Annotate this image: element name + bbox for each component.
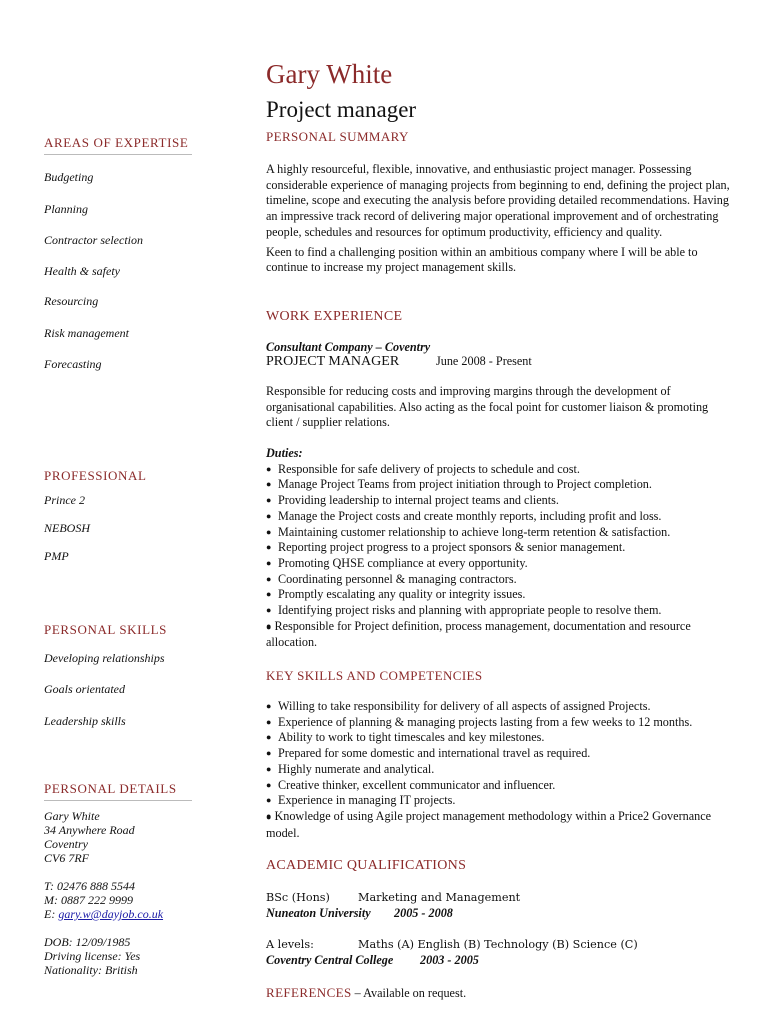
key-skill-text: Knowledge of using Agile project management methodology within a Price2 Governance model.: [266, 808, 712, 840]
address-block: [44, 809, 244, 865]
college-row: [266, 953, 736, 969]
duties-section: [266, 446, 736, 651]
key-skill-item: ● Experience of planning & managing projects lasting from a few weeks to 12 months.: [266, 715, 736, 731]
professional-item: NEBOSH: [44, 521, 90, 535]
key-skills-section: [266, 699, 736, 841]
key-skill-item: ● Experience in managing IT projects.: [266, 793, 736, 809]
duty-item: ● Responsible for safe delivery of projects to schedule and cost.: [266, 462, 736, 478]
college: Coventry Central College: [266, 953, 394, 967]
position-description: Responsible for reducing costs and improving margins through the development of organisational capabilities. Also acting as the focal point for customer liaison & promoting client / supplier relations.: [266, 384, 709, 430]
phone: T: 02476 888 5544: [44, 879, 136, 893]
divider: [44, 154, 192, 155]
university-dates: 2005 - 2008: [394, 906, 453, 920]
work-heading: WORK EXPERIENCE: [266, 309, 403, 324]
duty-item: ● Providing leadership to internal project teams and clients.: [266, 493, 736, 509]
candidate-name: Gary White: [266, 59, 393, 89]
duties-list: [266, 462, 736, 651]
university-row: [266, 906, 736, 922]
personal-info-block: [44, 935, 244, 977]
references-row: [266, 985, 736, 1002]
position-dates: June 2008 - Present: [436, 354, 532, 368]
address-line: Coventry: [44, 837, 88, 851]
summary-section: [266, 162, 736, 276]
key-skill-item: ● Creative thinker, excellent communicator and influencer.: [266, 778, 736, 794]
expertise-item: Contractor selection: [44, 233, 143, 247]
driving-license: Driving license: Yes: [44, 949, 141, 963]
dob: DOB: 12/09/1985: [44, 935, 131, 949]
position-row: [266, 354, 736, 370]
degree-subject: Marketing and Management: [358, 891, 521, 904]
duty-item: [266, 619, 736, 651]
summary-paragraph: Keen to find a challenging position within an ambitious company where I will be able to continue to increase my project management skills.: [266, 244, 698, 275]
email-label: E:: [44, 907, 56, 921]
position-title: PROJECT MANAGER: [266, 354, 400, 369]
duty-item: ● Coordinating personnel & managing contractors.: [266, 572, 736, 588]
key-skill-item: [266, 809, 736, 841]
summary-heading: PERSONAL SUMMARY: [266, 129, 409, 144]
key-skills-heading: KEY SKILLS AND COMPETENCIES: [266, 668, 483, 683]
expertise-item: Budgeting: [44, 170, 94, 184]
address-line: Gary White: [44, 809, 100, 823]
duty-item: ● Identifying project risks and planning with appropriate people to resolve them.: [266, 603, 736, 619]
bullet: ●: [266, 621, 272, 632]
expertise-item: Resourcing: [44, 294, 99, 308]
skill-item: Developing relationships: [44, 651, 165, 665]
key-skills-list: [266, 699, 736, 841]
professional-item: PMP: [44, 549, 69, 563]
divider: [44, 800, 192, 801]
professional-item: Prince 2: [44, 493, 85, 507]
academic-heading: ACADEMIC QUALIFICATIONS: [266, 858, 467, 873]
details-heading: PERSONAL DETAILS: [44, 781, 177, 796]
mobile: M: 0887 222 9999: [44, 893, 133, 907]
alevels: Maths (A) English (B) Technology (B) Science (C): [358, 938, 638, 951]
address-line: 34 Anywhere Road: [44, 823, 135, 837]
duty-text: Responsible for Project definition, process management, documentation and resource allocation.: [266, 618, 691, 650]
university: Nuneaton University: [266, 906, 371, 920]
job-title: Project manager: [266, 97, 417, 122]
email-row: [44, 907, 244, 921]
key-skill-item: ● Willing to take responsibility for delivery of all aspects of assigned Projects.: [266, 699, 736, 715]
expertise-item: Risk management: [44, 326, 129, 340]
nationality: Nationality: British: [44, 963, 138, 977]
duty-item: ● Promptly escalating any quality or integrity issues.: [266, 587, 736, 603]
references-text: – Available on request.: [351, 986, 467, 1000]
duty-item: ● Maintaining customer relationship to achieve long-term retention & satisfaction.: [266, 525, 736, 541]
duties-label: Duties:: [266, 446, 303, 460]
address-line: CV6 7RF: [44, 851, 89, 865]
email-link[interactable]: gary.w@dayjob.co.uk: [58, 907, 164, 921]
college-dates: 2003 - 2005: [420, 953, 479, 967]
key-skill-item: ● Ability to work to tight timescales and key milestones.: [266, 730, 736, 746]
skill-item: Leadership skills: [44, 714, 126, 728]
degree: BSc (Hons): [266, 891, 330, 904]
company-name: Consultant Company – Coventry: [266, 340, 431, 354]
alevels-row: [266, 937, 736, 953]
expertise-item: Planning: [44, 202, 88, 216]
expertise-item: Health & safety: [44, 264, 120, 278]
summary-paragraph: A highly resourceful, flexible, innovative, and enthusiastic project manager. Possessing considerable experience of managing projects from beginning to end, defining the project plan, timeline, scope and executing the analysis before providing detailed recommendations. Having an impressive track record of delivering major operational improvement and of orchestrating people, schedules and resources for optimum productivity, efficiency and quality.: [266, 162, 730, 239]
duty-item: ● Reporting project progress to a project sponsors & senior management.: [266, 540, 736, 556]
professional-heading: PROFESSIONAL: [44, 468, 147, 483]
expertise-item: Forecasting: [44, 357, 102, 371]
skill-item: Goals orientated: [44, 682, 125, 696]
contact-block: [44, 879, 244, 921]
key-skill-item: ● Highly numerate and analytical.: [266, 762, 736, 778]
bullet: ●: [266, 811, 272, 822]
duty-item: ● Promoting QHSE compliance at every opportunity.: [266, 556, 736, 572]
references-heading: REFERENCES: [266, 985, 352, 1000]
duty-item: ● Manage the Project costs and create monthly reports, including profit and loss.: [266, 509, 736, 525]
skills-heading: PERSONAL SKILLS: [44, 622, 168, 637]
degree-row: [266, 890, 736, 906]
alevels-label: A levels:: [266, 938, 314, 951]
expertise-heading: AREAS OF EXPERTISE: [44, 135, 189, 150]
duty-item: ● Manage Project Teams from project initiation through to Project completion.: [266, 477, 736, 493]
key-skill-item: ● Prepared for some domestic and international travel as required.: [266, 746, 736, 762]
